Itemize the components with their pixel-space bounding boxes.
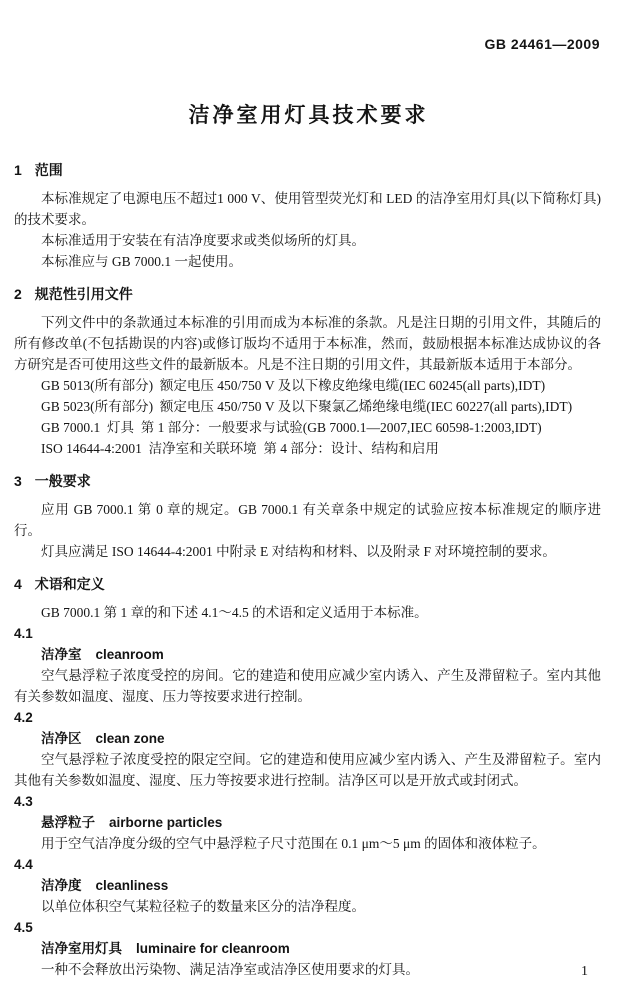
section-3-heading	[14, 471, 601, 492]
term-line	[14, 728, 601, 749]
page-number: 1	[581, 964, 588, 979]
term-en: cleanliness	[95, 878, 169, 893]
standard-number: GB 24461—2009	[484, 36, 600, 52]
section-3-title: 一般要求	[34, 473, 91, 489]
section-2-number: 2	[14, 286, 22, 302]
section-1-number: 1	[14, 162, 22, 178]
section-1-title: 范围	[34, 162, 63, 178]
document-title: 洁净室用灯具技术要求	[188, 104, 429, 127]
section-2-title: 规范性引用文件	[34, 286, 133, 302]
reference-item: GB 5013(所有部分) 额定电压 450/750 V 及以下橡皮绝缘电缆(IEC 60245(all parts),IDT)	[41, 378, 546, 393]
clause-number: 4.3	[14, 794, 33, 809]
section-2-paragraph: 下列文件中的条款通过本标准的引用而成为本标准的条款。凡是注日期的引用文件，其随后的所有修改单(不包括勘误的内容)或修订版均不适用于本标准，然而，鼓励根据本标准达成协议的各方研究是否可使用这些文件的最新版本。凡是不注日期的引用文件，其最新版本适用于本部分。	[14, 315, 601, 372]
term-en: clean zone	[95, 731, 165, 746]
section-3-paragraph: 灯具应满足 ISO 14644-4:2001 中附录 E 对结构和材料、以及附录 F 对环境控制的要求。	[41, 544, 556, 559]
term-zh: 洁净室	[41, 647, 82, 662]
section-1-heading	[14, 160, 601, 181]
term-definition: 用于空气洁净度分级的空气中悬浮粒子尺寸范围在 0.1 μm～5 μm 的固体和液体粒子。	[41, 836, 546, 851]
section-4-title: 术语和定义	[34, 576, 105, 592]
section-4-paragraph: GB 7000.1 第 1 章的和下述 4.1～4.5 的术语和定义适用于本标准。	[41, 605, 428, 620]
section-1-paragraph: 本标准规定了电源电压不超过1 000 V、使用管型荧光灯和 LED 的洁净室用灯具(以下简称灯具)的技术要求。	[14, 191, 601, 227]
clause-number: 4.1	[14, 626, 33, 641]
term-en: cleanroom	[95, 647, 164, 662]
section-3-paragraph: 应用 GB 7000.1 第 0 章的规定。GB 7000.1 有关章条中规定的试验应按本标准规定的顺序进行。	[14, 502, 601, 538]
document-body	[14, 160, 601, 980]
term-definition: 以单位体积空气某粒径粒子的数量来区分的洁净程度。	[41, 899, 365, 914]
term-zh: 悬浮粒子	[41, 815, 95, 830]
clause-number: 4.4	[14, 857, 33, 872]
reference-item: GB 5023(所有部分) 额定电压 450/750 V 及以下聚氯乙烯绝缘电缆(IEC 60227(all parts),IDT)	[41, 399, 573, 414]
section-3-number: 3	[14, 473, 22, 489]
term-en: airborne particles	[109, 815, 223, 830]
term-definition: 空气悬浮粒子浓度受控的房间。它的建造和使用应减少室内诱入、产生及滞留粒子。室内其他有关参数如温度、湿度、压力等按要求进行控制。	[14, 668, 601, 704]
term-zh: 洁净区	[41, 731, 82, 746]
term-definition: 空气悬浮粒子浓度受控的限定空间。它的建造和使用应减少室内诱入、产生及滞留粒子。室内其他有关参数如温度、湿度、压力等按要求进行控制。洁净区可以是开放式或封闭式。	[14, 752, 601, 788]
term-definition: 一种不会释放出污染物、满足洁净室或洁净区使用要求的灯具。	[41, 962, 419, 977]
term-line	[14, 644, 601, 665]
term-zh: 洁净室用灯具	[41, 941, 122, 956]
reference-item: GB 7000.1 灯具 第 1 部分：一般要求与试验(GB 7000.1—2007,IEC 60598-1:2003,IDT)	[41, 420, 542, 435]
term-zh: 洁净度	[41, 878, 82, 893]
term-line	[14, 812, 601, 833]
term-line	[14, 938, 601, 959]
section-1-paragraph: 本标准应与 GB 7000.1 一起使用。	[41, 254, 243, 269]
term-line	[14, 875, 601, 896]
clause-number: 4.2	[14, 710, 33, 725]
clause-number: 4.5	[14, 920, 33, 935]
reference-item: ISO 14644-4:2001 洁净室和关联环境 第 4 部分：设计、结构和启用	[41, 441, 439, 456]
section-4-number: 4	[14, 576, 22, 592]
section-1-paragraph: 本标准适用于安装在有洁净度要求或类似场所的灯具。	[41, 233, 365, 248]
section-4-heading	[14, 574, 601, 595]
section-2-heading	[14, 284, 601, 305]
term-en: luminaire for cleanroom	[136, 941, 290, 956]
